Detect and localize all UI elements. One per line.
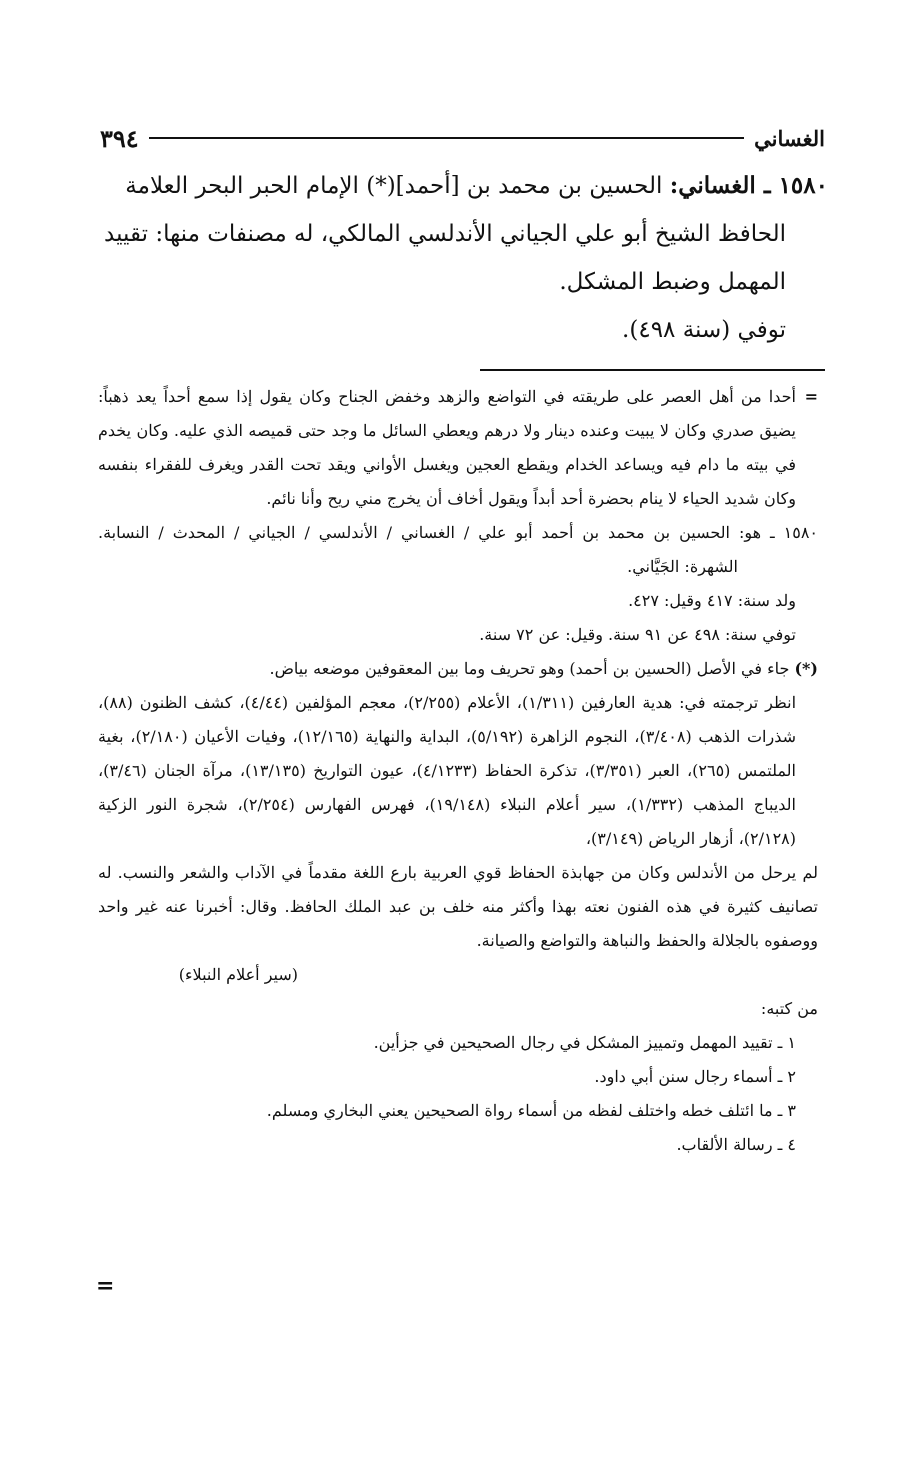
bio-source: (سير أعلام النبلاء)	[178, 965, 298, 984]
asterisk-note-text: جاء في الأصل (الحسين بن أحمد) وهو تحريف وما بين المعقوفين موضعه بياض.	[269, 659, 790, 678]
continued-note-text: أحدا من أهل العصر على طريقته في التواضع والزهد وخفض الجناح وكان يقول إذا سمع أحداً يعد ذهباً: يضيق صدري وكان لا يبيت وعنده دينار ولا درهم ويعطي السائل ما وجد حتى قميصه الذي عليه. وكان يخدم في بيته ما دام فيه ويساعد الخدام ويقطع العجين ويغسل الأواني ويقد تحت القدر ويغرف للفقراء بنفسه وكان شديد الحياء لا ينام بحضرة أحد أبداً ويقول أخاف أن يخرج مني ريح وأنا نائم.	[98, 387, 796, 508]
main-entry	[98, 162, 828, 354]
asterisk-marker: (*)	[794, 659, 818, 678]
footnote-separator	[480, 369, 825, 371]
footnotes	[98, 380, 818, 1162]
entry-line-1-text: الحسين بن محمد بن [أحمد](*) الإمام الحبر البحر العلامة	[125, 173, 663, 199]
entry-number-name: ١٥٨٠ ـ الغساني:	[669, 172, 828, 199]
asterisk-note	[98, 652, 818, 686]
entry-line-4: توفي (سنة ٤٩٨).	[622, 317, 786, 343]
sources-list: انظر ترجمته في: هدية العارفين (١/٣١١)، الأعلام (٢/٢٥٥)، معجم المؤلفين (٤/٤٤)، كشف الظنون (٨٨)، شذرات الذهب (٣/٤٠٨)، النجوم الزاهرة (٥/١٩٢)، البداية والنهاية (١٢/١٦٥)، وفيات الأعيان (٢/١٨٠)، بغية الملتمس (٢٦٥)، العبر (٣/٣٥١)، تذكرة الحفاظ (٤/١٢٣٣)، عيون التواريخ (١٣/١٣٥)، مرآة الجنان (٣/٤٦)، الديباج المذهب (١/٣٣٢)، سير أعلام النبلاء (١٩/١٤٨)، فهرس الفهارس (٢/٢٥٤)، شجرة النور الزكية (٢/١٢٨)، أزهار الرياض (٣/١٤٩)،	[98, 693, 797, 848]
note-died: توفي سنة: ٤٩٨ عن ٩١ سنة. وقيل: عن ٧٢ سنة.	[479, 625, 796, 644]
book-item-4: ٤ ـ رسالة الألقاب.	[676, 1135, 796, 1154]
book-item-3: ٣ ـ ما ائتلف خطه واختلف لفظه من أسماء رواة الصحيحين يعني البخاري ومسلم.	[266, 1101, 796, 1120]
entry-line-2: الحافظ الشيخ أبو علي الجياني الأندلسي المالكي، له مصنفات منها: تقييد	[104, 221, 786, 247]
note-head	[98, 516, 818, 584]
book-item-2: ٢ ـ أسماء رجال سنن أبي داود.	[594, 1067, 796, 1086]
running-head: الغساني	[754, 125, 825, 151]
note-head-text: ١٥٨٠ ـ هو: الحسين بن محمد بن أحمد أبو علي / الغساني / الأندلسي / الجياني / المحدث / النسابة.	[98, 523, 819, 542]
bio-text: لم يرحل من الأندلس وكان من جهابذة الحفاظ قوي العربية بارع اللغة مقدماً في الآداب والشعر والنسب. له تصانيف كثيرة في هذه الفنون نعته بهذا وأكثر منه خلف بن عبد الملك الحافظ. وقال: أخبرنا عنه غير واحد ووصفوه بالجلالة والحفظ والنباهة والتواضع والصيانة.	[98, 863, 818, 950]
page-header	[100, 118, 825, 158]
book-item-1: ١ ـ تقييد المهمل وتمييز المشكل في رجال الصحيحين في جزأين.	[373, 1033, 796, 1052]
page-number: ٣٩٤	[100, 123, 139, 153]
note-fame: الشهرة: الجَيَّاني.	[627, 557, 738, 576]
note-born: ولد سنة: ٤١٧ وقيل: ٤٢٧.	[628, 591, 796, 610]
books-heading: من كتبه:	[760, 999, 818, 1018]
continued-marker: =	[804, 387, 818, 406]
continues-marker: =	[96, 1273, 115, 1299]
header-rule	[149, 137, 744, 139]
continued-note	[98, 380, 818, 516]
entry-line-1	[98, 162, 828, 210]
entry-line-3: المهمل وضبط المشكل.	[559, 269, 786, 295]
